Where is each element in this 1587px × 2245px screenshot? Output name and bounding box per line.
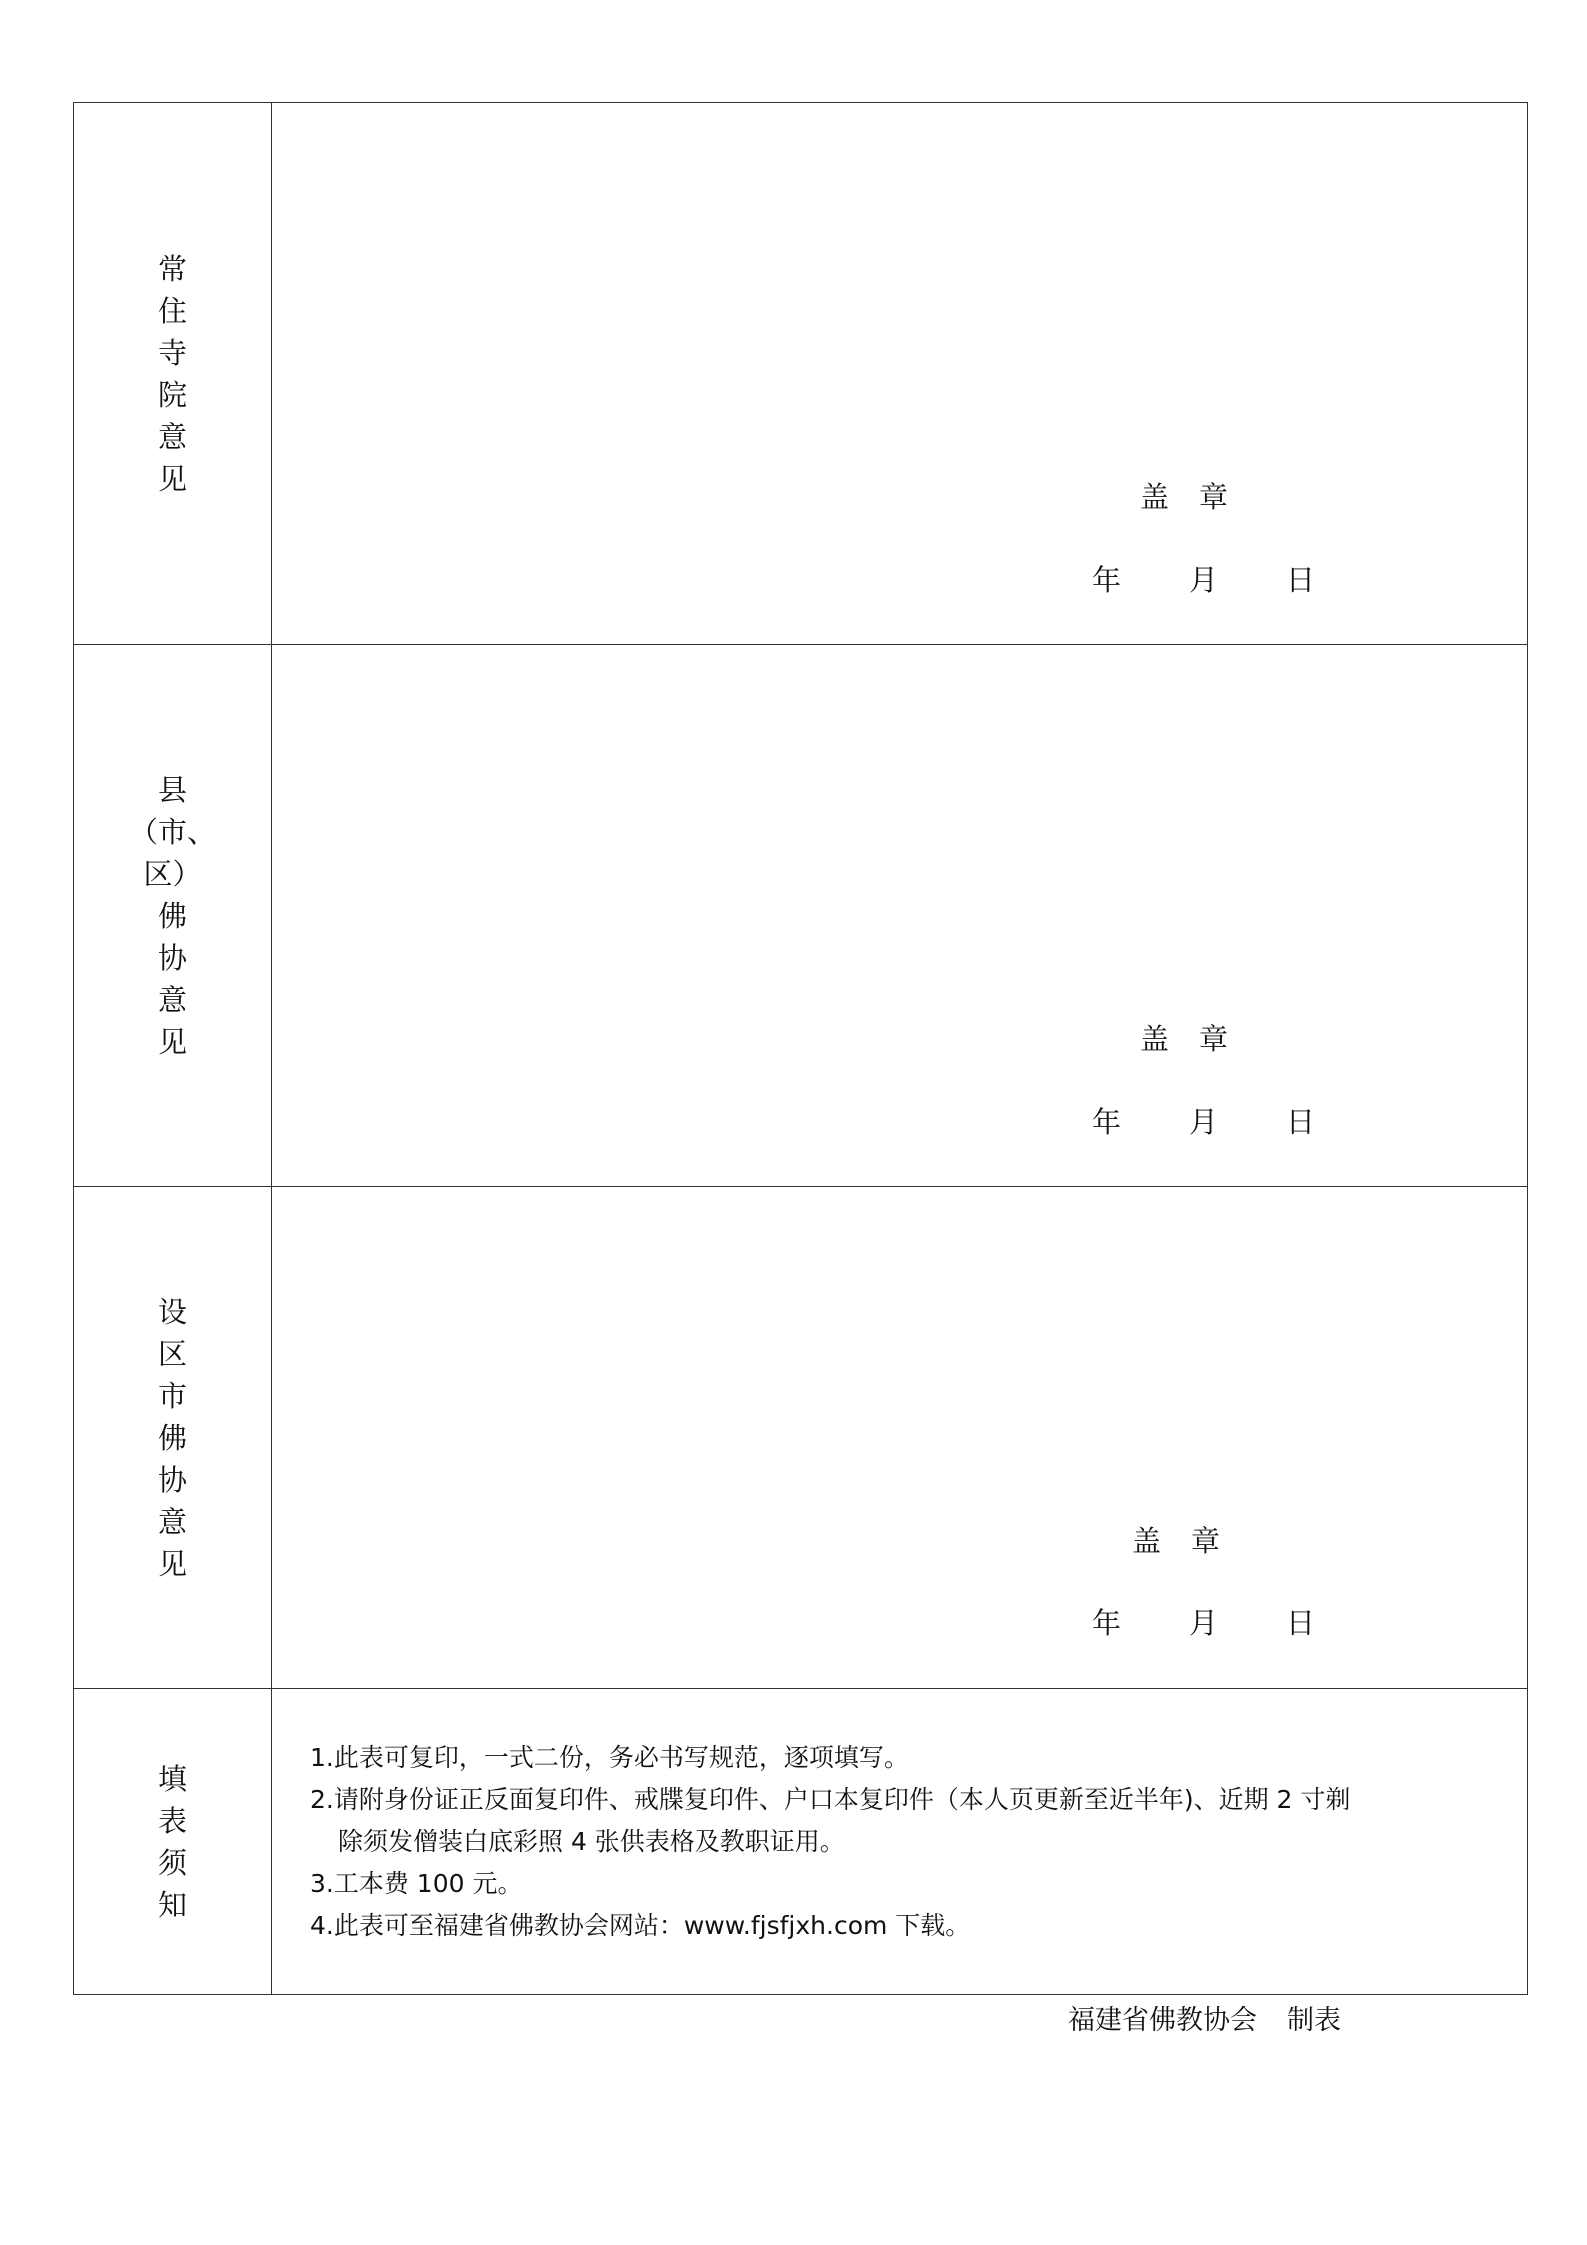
instruction-continuation-text: 除须发僧装白底彩照 4 张供表格及教职证用。 (338, 1827, 845, 1856)
date-year-label: 年 (1092, 1606, 1122, 1640)
date-day-label: 日 (1286, 1105, 1316, 1139)
instructions-label-cell (74, 1689, 272, 1995)
seal-char: 盖 (1132, 1524, 1162, 1558)
temple-opinion-field[interactable] (272, 103, 1528, 645)
county-opinion-label: 县 （市、 区） 佛 协 意 见 (128, 772, 216, 1059)
instruction-item-continuation (310, 1821, 1487, 1863)
temple-opinion-label-cell (74, 103, 272, 645)
instruction-item: 3.工本费 100 元。 (310, 1869, 523, 1898)
city-opinion-label: 设 区 市 佛 协 意 见 (157, 1294, 187, 1581)
seal-char: 盖 (1140, 480, 1170, 514)
county-opinion-label-cell (74, 645, 272, 1187)
seal-char: 章 (1199, 480, 1229, 514)
instructions-row (74, 1689, 1528, 1995)
footer-org: 福建省佛教协会 (1068, 2005, 1257, 2036)
instructions-list (310, 1737, 1487, 1947)
instructions-label: 填 表 须 知 (157, 1761, 187, 1922)
date-year-label: 年 (1092, 563, 1122, 597)
seal-char: 章 (1199, 1022, 1229, 1056)
city-seal-line (1132, 1519, 1220, 1560)
city-opinion-label-cell (74, 1187, 272, 1689)
temple-date-line (1092, 558, 1315, 599)
city-opinion-row (74, 1187, 1528, 1689)
temple-seal-line (1140, 475, 1228, 516)
city-opinion-field[interactable] (272, 1187, 1528, 1689)
form-footer (1068, 1998, 1341, 2037)
date-year-label: 年 (1092, 1105, 1122, 1139)
footer-suffix: 制表 (1287, 2005, 1341, 2036)
instruction-item: 1.此表可复印，一式二份，务必书写规范，逐项填写。 (310, 1743, 909, 1772)
instructions-body (272, 1689, 1528, 1995)
county-opinion-field[interactable] (272, 645, 1528, 1187)
seal-char: 盖 (1140, 1022, 1170, 1056)
date-day-label: 日 (1286, 1606, 1316, 1640)
instruction-item: 4.此表可至福建省佛教协会网站：www.fjsfjxh.com 下载。 (310, 1911, 971, 1940)
city-date-line (1092, 1601, 1315, 1642)
county-seal-line (1140, 1017, 1228, 1058)
date-month-label: 月 (1189, 563, 1219, 597)
seal-char: 章 (1191, 1524, 1221, 1558)
date-month-label: 月 (1189, 1105, 1219, 1139)
temple-opinion-row (74, 103, 1528, 645)
approval-form-table (73, 102, 1528, 1995)
instruction-item: 2.请附身份证正反面复印件、戒牒复印件、户口本复印件（本人页更新至近半年)、近期 2 寸剃 (310, 1785, 1351, 1814)
county-date-line (1092, 1100, 1315, 1141)
date-day-label: 日 (1286, 563, 1316, 597)
temple-opinion-label: 常 住 寺 院 意 见 (157, 251, 187, 496)
date-month-label: 月 (1189, 1606, 1219, 1640)
county-opinion-row (74, 645, 1528, 1187)
